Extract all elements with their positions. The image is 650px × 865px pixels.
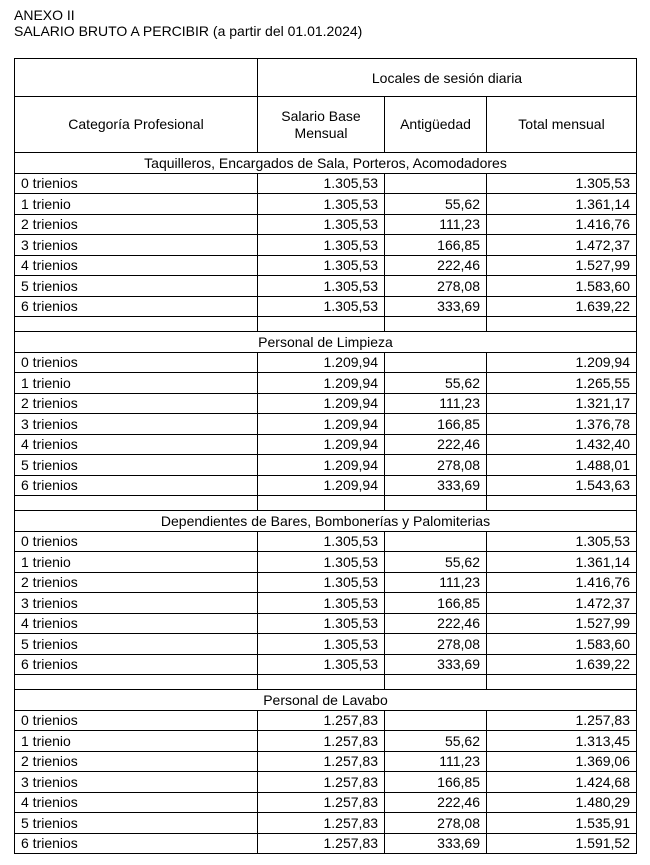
cell-category: 2 trienios	[15, 393, 258, 414]
cell-base-salary: 1.305,53	[258, 276, 385, 297]
cell-base-salary: 1.257,83	[258, 751, 385, 772]
spacer-row	[15, 317, 637, 332]
cell-seniority: 111,23	[385, 751, 487, 772]
table-row	[15, 751, 637, 772]
cell-seniority: 166,85	[385, 235, 487, 256]
section-header-row	[15, 153, 637, 174]
cell-base-salary: 1.305,53	[258, 296, 385, 317]
col-header-seniority: Antigüedad	[385, 97, 487, 153]
cell-base-salary: 1.257,83	[258, 833, 385, 854]
spacer-cell	[487, 317, 637, 332]
cell-total: 1.209,94	[487, 352, 637, 373]
cell-seniority: 278,08	[385, 276, 487, 297]
table-row	[15, 792, 637, 813]
table-row	[15, 531, 637, 552]
cell-category: 4 trienios	[15, 792, 258, 813]
cell-seniority: 55,62	[385, 373, 487, 394]
salary-table	[14, 58, 637, 854]
section-header-row	[15, 332, 637, 353]
cell-total: 1.480,29	[487, 792, 637, 813]
cell-base-salary: 1.305,53	[258, 634, 385, 655]
cell-category: 5 trienios	[15, 455, 258, 476]
cell-base-salary: 1.209,94	[258, 373, 385, 394]
section-header: Personal de Lavabo	[15, 690, 637, 711]
section-header-row	[15, 511, 637, 532]
col-header-base-line1: Salario Base	[281, 107, 361, 124]
cell-total: 1.369,06	[487, 751, 637, 772]
cell-seniority: 222,46	[385, 434, 487, 455]
table-row	[15, 572, 637, 593]
cell-total: 1.527,99	[487, 613, 637, 634]
cell-base-salary: 1.209,94	[258, 393, 385, 414]
cell-base-salary: 1.305,53	[258, 572, 385, 593]
cell-seniority: 111,23	[385, 214, 487, 235]
cell-category: 1 trienio	[15, 194, 258, 215]
table-row	[15, 593, 637, 614]
cell-total: 1.265,55	[487, 373, 637, 394]
cell-seniority: 111,23	[385, 572, 487, 593]
table-row	[15, 255, 637, 276]
cell-category: 6 trienios	[15, 654, 258, 675]
section-header: Dependientes de Bares, Bombonerías y Palomiterias	[15, 511, 637, 532]
cell-total: 1.591,52	[487, 833, 637, 854]
cell-base-salary: 1.305,53	[258, 552, 385, 573]
cell-seniority: 166,85	[385, 593, 487, 614]
table-row	[15, 772, 637, 793]
cell-category: 0 trienios	[15, 173, 258, 194]
cell-category: 4 trienios	[15, 255, 258, 276]
column-header-row	[15, 97, 637, 153]
cell-seniority: 55,62	[385, 731, 487, 752]
cell-total: 1.488,01	[487, 455, 637, 476]
cell-seniority: 333,69	[385, 833, 487, 854]
cell-category: 5 trienios	[15, 634, 258, 655]
cell-total: 1.639,22	[487, 654, 637, 675]
cell-category: 3 trienios	[15, 772, 258, 793]
table-row	[15, 813, 637, 834]
cell-base-salary: 1.305,53	[258, 255, 385, 276]
table-row	[15, 173, 637, 194]
cell-total: 1.305,53	[487, 531, 637, 552]
table-row	[15, 276, 637, 297]
cell-seniority: 111,23	[385, 393, 487, 414]
table-row	[15, 434, 637, 455]
cell-total: 1.416,76	[487, 214, 637, 235]
cell-total: 1.583,60	[487, 276, 637, 297]
cell-base-salary: 1.305,53	[258, 214, 385, 235]
cell-total: 1.376,78	[487, 414, 637, 435]
table-row	[15, 194, 637, 215]
cell-category: 0 trienios	[15, 531, 258, 552]
table-row	[15, 214, 637, 235]
table-group-header: Locales de sesión diaria	[258, 59, 637, 97]
col-header-base-line2: Mensual	[294, 124, 348, 141]
cell-category: 3 trienios	[15, 593, 258, 614]
cell-base-salary: 1.257,83	[258, 792, 385, 813]
cell-base-salary: 1.257,83	[258, 772, 385, 793]
cell-total: 1.361,14	[487, 552, 637, 573]
cell-seniority	[385, 531, 487, 552]
cell-category: 2 trienios	[15, 214, 258, 235]
cell-seniority	[385, 710, 487, 731]
table-row	[15, 373, 637, 394]
empty-corner-cell	[15, 59, 258, 97]
cell-seniority: 278,08	[385, 455, 487, 476]
cell-category: 5 trienios	[15, 276, 258, 297]
spacer-cell	[385, 496, 487, 511]
cell-total: 1.583,60	[487, 634, 637, 655]
table-row	[15, 393, 637, 414]
cell-seniority: 166,85	[385, 414, 487, 435]
cell-seniority: 333,69	[385, 296, 487, 317]
cell-total: 1.257,83	[487, 710, 637, 731]
table-row	[15, 455, 637, 476]
cell-base-salary: 1.209,94	[258, 414, 385, 435]
cell-base-salary: 1.257,83	[258, 813, 385, 834]
cell-base-salary: 1.305,53	[258, 531, 385, 552]
spacer-cell	[15, 317, 258, 332]
cell-total: 1.361,14	[487, 194, 637, 215]
table-row	[15, 731, 637, 752]
spacer-cell	[487, 675, 637, 690]
cell-total: 1.416,76	[487, 572, 637, 593]
table-row	[15, 414, 637, 435]
col-header-base-salary	[258, 97, 385, 153]
cell-category: 0 trienios	[15, 352, 258, 373]
spacer-cell	[258, 317, 385, 332]
cell-seniority: 166,85	[385, 772, 487, 793]
cell-total: 1.472,37	[487, 593, 637, 614]
cell-base-salary: 1.257,83	[258, 710, 385, 731]
section-header: Taquilleros, Encargados de Sala, Porteros, Acomodadores	[15, 153, 637, 174]
cell-base-salary: 1.257,83	[258, 731, 385, 752]
table-row	[15, 475, 637, 496]
spacer-cell	[385, 675, 487, 690]
cell-category: 3 trienios	[15, 235, 258, 256]
cell-base-salary: 1.305,53	[258, 194, 385, 215]
cell-total: 1.535,91	[487, 813, 637, 834]
cell-seniority: 55,62	[385, 194, 487, 215]
cell-category: 5 trienios	[15, 813, 258, 834]
cell-total: 1.472,37	[487, 235, 637, 256]
cell-base-salary: 1.209,94	[258, 455, 385, 476]
spacer-row	[15, 675, 637, 690]
spacer-cell	[15, 496, 258, 511]
cell-category: 6 trienios	[15, 833, 258, 854]
table-row	[15, 352, 637, 373]
cell-base-salary: 1.209,94	[258, 475, 385, 496]
cell-seniority: 333,69	[385, 475, 487, 496]
cell-category: 4 trienios	[15, 434, 258, 455]
table-row	[15, 634, 637, 655]
spacer-cell	[15, 675, 258, 690]
cell-seniority: 222,46	[385, 255, 487, 276]
cell-seniority: 278,08	[385, 634, 487, 655]
cell-category: 1 trienio	[15, 731, 258, 752]
cell-base-salary: 1.305,53	[258, 235, 385, 256]
cell-category: 3 trienios	[15, 414, 258, 435]
table-row	[15, 654, 637, 675]
cell-seniority: 278,08	[385, 813, 487, 834]
cell-seniority: 222,46	[385, 792, 487, 813]
cell-category: 2 trienios	[15, 751, 258, 772]
title-salary: SALARIO BRUTO A PERCIBIR (a partir del 01.01.2024)	[14, 22, 363, 39]
cell-category: 0 trienios	[15, 710, 258, 731]
cell-total: 1.432,40	[487, 434, 637, 455]
table-row	[15, 552, 637, 573]
cell-category: 4 trienios	[15, 613, 258, 634]
cell-base-salary: 1.305,53	[258, 654, 385, 675]
cell-total: 1.639,22	[487, 296, 637, 317]
cell-category: 2 trienios	[15, 572, 258, 593]
cell-total: 1.305,53	[487, 173, 637, 194]
table-row	[15, 235, 637, 256]
col-header-category: Categoría Profesional	[15, 97, 258, 153]
section-header-row	[15, 690, 637, 711]
cell-base-salary: 1.305,53	[258, 173, 385, 194]
cell-total: 1.321,17	[487, 393, 637, 414]
group-header-row	[15, 59, 637, 97]
table-row	[15, 833, 637, 854]
cell-base-salary: 1.209,94	[258, 434, 385, 455]
spacer-row	[15, 496, 637, 511]
table-row	[15, 296, 637, 317]
cell-base-salary: 1.305,53	[258, 593, 385, 614]
spacer-cell	[385, 317, 487, 332]
cell-category: 1 trienio	[15, 373, 258, 394]
cell-seniority: 55,62	[385, 552, 487, 573]
cell-category: 6 trienios	[15, 296, 258, 317]
cell-total: 1.527,99	[487, 255, 637, 276]
cell-category: 6 trienios	[15, 475, 258, 496]
cell-category: 1 trienio	[15, 552, 258, 573]
cell-seniority: 333,69	[385, 654, 487, 675]
cell-base-salary: 1.209,94	[258, 352, 385, 373]
spacer-cell	[258, 675, 385, 690]
cell-seniority	[385, 352, 487, 373]
section-header: Personal de Limpieza	[15, 332, 637, 353]
cell-base-salary: 1.305,53	[258, 613, 385, 634]
cell-seniority: 222,46	[385, 613, 487, 634]
cell-seniority	[385, 173, 487, 194]
cell-total: 1.543,63	[487, 475, 637, 496]
table-row	[15, 710, 637, 731]
table-row	[15, 613, 637, 634]
title-annex: ANEXO II	[14, 7, 75, 23]
spacer-cell	[487, 496, 637, 511]
spacer-cell	[258, 496, 385, 511]
cell-total: 1.424,68	[487, 772, 637, 793]
cell-total: 1.313,45	[487, 731, 637, 752]
col-header-total: Total mensual	[487, 97, 637, 153]
doc-title	[14, 8, 636, 39]
